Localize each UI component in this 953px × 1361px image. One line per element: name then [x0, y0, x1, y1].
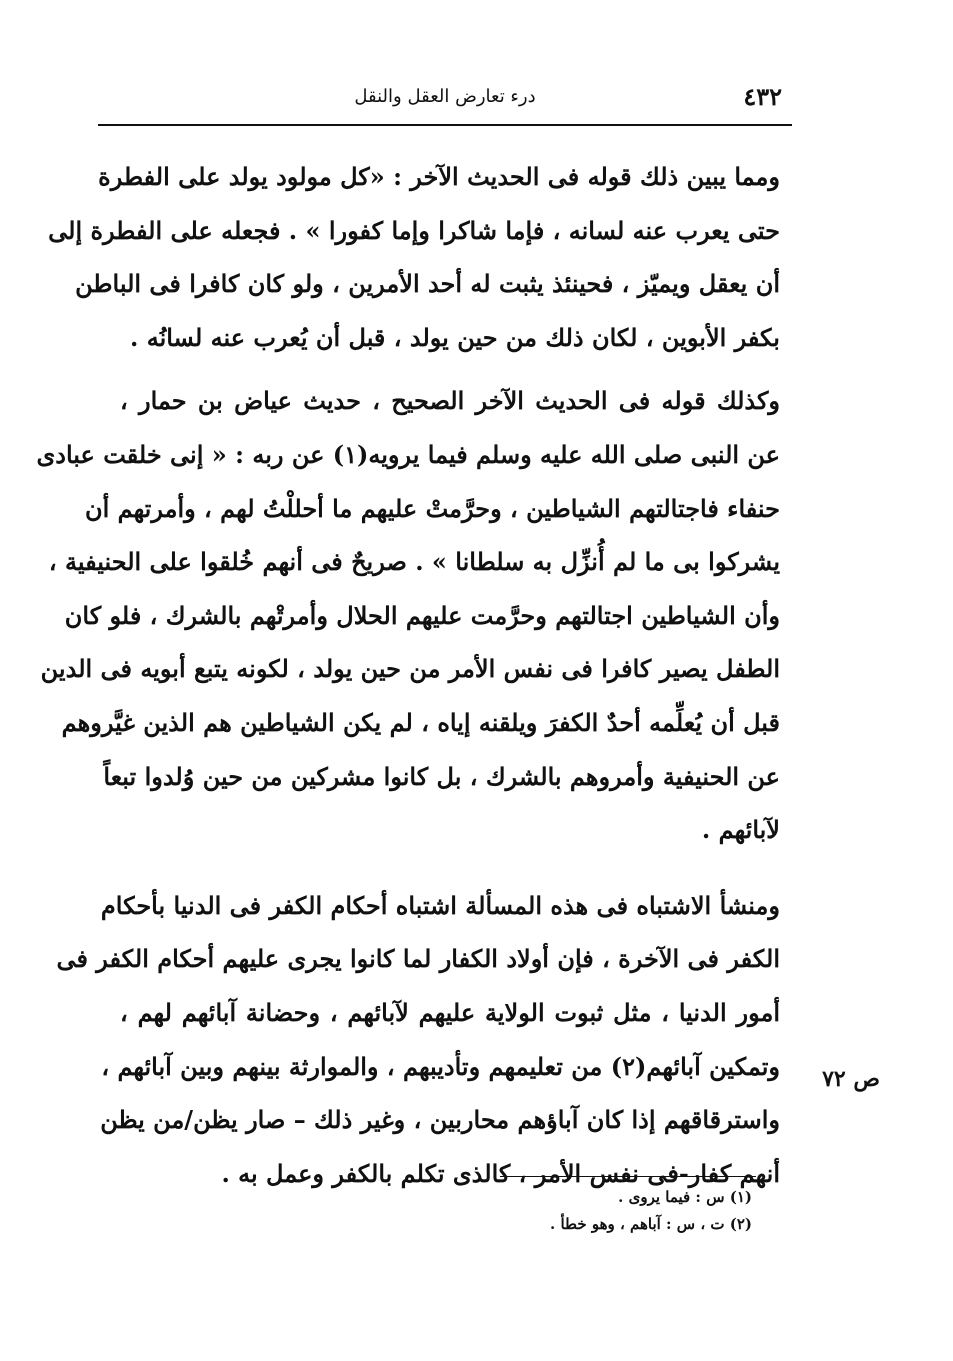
text-line: أنهم كفار-فى نفس الأمر ، كالذى تكلم بالكفر وعمل به .	[221, 1158, 780, 1188]
text-line: بكفر الأبوين ، لكان ذلك من حين يولد ، قبل أن يُعرب عنه لسانُه .	[129, 322, 780, 352]
footnotes	[400, 1184, 752, 1238]
text-line: وتمكين آبائهم(٢) من تعليمهم وتأديبهم ، والموارثة بينهم وبين آبائهم ،	[101, 1051, 780, 1081]
text-line: الكفر فى الآخرة ، فإن أولاد الكفار لما كانوا يجرى عليهم أحكام الكفر فى	[56, 944, 780, 974]
text-line: الطفل يصير كافرا فى نفس الأمر من حين يولد ، لكونه يتبع أبويه فى الدين	[40, 654, 780, 684]
header-rule	[98, 124, 792, 126]
page-number: ٤٣٢	[743, 82, 782, 111]
text-line: عن النبى صلى الله عليه وسلم فيما يرويه(١) عن ربه : « إنى خلقت عبادى	[36, 439, 780, 469]
text-line: لآبائهم .	[701, 815, 780, 845]
text-line: وكذلك قوله فى الحديث الآخر الصحيح ، حديث عياض بن حمار ،	[120, 386, 781, 416]
text-line: حنفاء فاجتالتهم الشياطين ، وحرَّمتْ عليهم ما أحللْتُ لهم ، وأمرتهم أن	[84, 493, 780, 523]
margin-page-reference: ص ٧٢	[822, 1066, 880, 1092]
footnote-1: (١) س : فيما يروى .	[618, 1188, 752, 1206]
paragraph-3	[56, 879, 780, 1201]
footnote-2: (٢) ت ، س : آباهم ، وهو خطأ .	[550, 1215, 752, 1233]
text-line: قبل أن يُعلِّمه أحدٌ الكفرَ ويلقنه إياه ، لم يكن الشياطين هم الذين غيَّروهم	[61, 707, 780, 737]
text-line: ومما يبين ذلك قوله فى الحديث الآخر : «كل مولود يولد على الفطرة	[98, 162, 780, 191]
text-line: وأن الشياطين اجتالتهم وحرَّمت عليهم الحلال وأمرتْهم بالشرك ، فلو كان	[64, 600, 780, 630]
text-line: ومنشأ الاشتباه فى هذه المسألة اشتباه أحكام الكفر فى الدنيا بأحكام	[100, 890, 780, 920]
text-line: حتى يعرب عنه لسانه ، فإما شاكرا وإما كفورا » . فجعله على الفطرة إلى	[48, 215, 780, 245]
text-line: أن يعقل ويميّز ، فحينئذ يثبت له أحد الأمرين ، ولو كان كافرا فى الباطن	[75, 269, 780, 299]
main-text	[36, 150, 781, 1200]
text-line: عن الحنيفية وأمروهم بالشرك ، بل كانوا مشركين من حين وُلدوا تبعاً	[103, 761, 780, 791]
paragraph-1	[48, 150, 780, 364]
page-header	[98, 72, 792, 118]
text-line: واسترقاقهم إذا كان آباؤهم محاربين ، وغير ذلك – صار يظن/من يظن	[100, 1105, 780, 1135]
footnote-rule	[500, 1176, 756, 1177]
text-line: أمور الدنيا ، مثل ثبوت الولاية عليهم لآبائهم ، وحضانة آبائهم لهم ،	[120, 997, 780, 1027]
paragraph-2	[36, 374, 781, 856]
text-line: يشركوا بى ما لم أُنزِّل به سلطانا » . صريحٌ فى أنهم خُلقوا على الحنيفية ،	[48, 547, 780, 577]
running-title: درء تعارض العقل والنقل	[354, 86, 536, 107]
